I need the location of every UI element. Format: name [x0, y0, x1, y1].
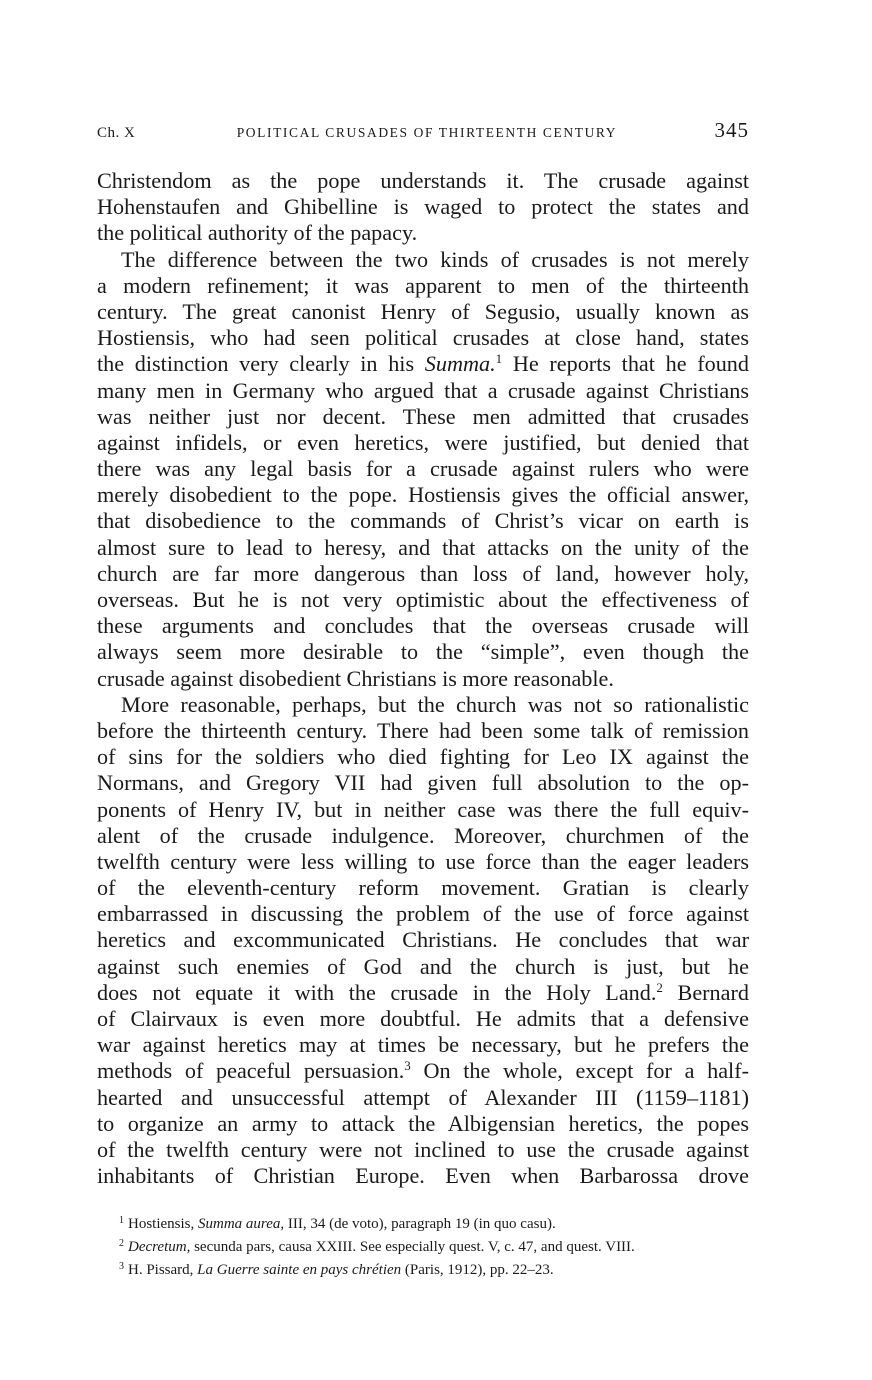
text-line: More reasonable, perhaps, but the church was not so rationalistic [121, 691, 749, 717]
text-fragment: does not equate it with the crusade in the Holy Land. [97, 979, 657, 1005]
running-title: POLITICAL CRUSADES OF THIRTEENTH CENTURY [236, 125, 618, 140]
text-line: of the twelfth century were not inclined to use the crusade against [97, 1136, 749, 1162]
text-line: of sins for the soldiers who died fighting for Leo IX against the [97, 744, 749, 770]
text-line: against such enemies of God and the church is just, but he [97, 953, 749, 979]
text-line: always seem more desirable to the “simple”, even though the [97, 639, 749, 665]
text-line [97, 1058, 749, 1084]
text-line: merely disobedient to the pope. Hostiensis gives the official answer, [97, 482, 749, 508]
footnote-title: La Guerre sainte en pays chrétien [197, 1262, 402, 1279]
text-line [97, 980, 749, 1006]
text-line: before the thirteenth century. There had been some talk of remission [97, 717, 749, 743]
text-line: there was any legal basis for a crusade against rulers who were [97, 456, 749, 482]
chapter-label: Ch. X [97, 125, 136, 141]
text-line: a modern refinement; it was apparent to men of the thirteenth [97, 272, 749, 298]
footnotes [97, 1211, 749, 1280]
text-line: of the eleventh-century reform movement. Gratian is clearly [97, 875, 749, 901]
footnote-ref-3: 3 [404, 1058, 411, 1074]
body-text [97, 168, 749, 1189]
text-fragment: methods of peaceful persuasion. [97, 1058, 405, 1084]
text-line: that disobedience to the commands of Christ’s vicar on earth is [97, 508, 749, 534]
text-line: twelfth century were less willing to use force than the eager leaders [97, 848, 749, 874]
footnote-number: 3 [119, 1261, 124, 1273]
text-fragment: On the whole, except for a half- [410, 1058, 749, 1084]
text-line: inhabitants of Christian Europe. Even when Barbarossa drove [97, 1163, 749, 1189]
footnote-text: III, 34 (de voto), paragraph 19 (in quo casu). [284, 1216, 556, 1233]
text-line: against infidels, or even heretics, were justified, but denied that [97, 429, 749, 455]
footnote-ref-1: 1 [495, 351, 503, 367]
footnote-ref-2: 2 [656, 979, 663, 995]
text-line: these arguments and concludes that the overseas crusade will [97, 613, 749, 639]
footnote-title: Decretum, [128, 1239, 191, 1256]
text-line [97, 351, 749, 377]
text-line: overseas. But he is not very optimistic about the effectiveness of [97, 587, 749, 612]
running-head [97, 118, 749, 148]
paragraph-3 [97, 692, 749, 1190]
footnote-2 [119, 1234, 749, 1257]
text-line: ponents of Henry IV, but in neither case was there the full equiv- [97, 796, 749, 822]
page-number: 345 [714, 118, 749, 142]
text-line: Hostiensis, who had seen political crusades at close hand, states [97, 325, 749, 351]
footnote-text: secunda pars, causa XXIII. See especially quest. V, c. 47, and quest. VIII. [190, 1239, 635, 1256]
footnote-title: Summa aurea, [198, 1216, 285, 1233]
text-line: Christendom as the pope understands it. The crusade against [97, 168, 749, 193]
text-line: church are far more dangerous than loss of land, however holy, [97, 560, 749, 586]
text-line: crusade against disobedient Christians is more reasonable. [97, 665, 614, 691]
text-line: embarrassed in discussing the problem of the use of force against [97, 901, 749, 927]
footnote-text: H. Pissard, [128, 1262, 198, 1279]
footnote-text: Hostiensis, [128, 1216, 199, 1233]
text-line: many men in Germany who argued that a crusade against Christians [97, 377, 749, 403]
paragraph-1 [97, 168, 749, 247]
text-line: hearted and unsuccessful attempt of Alexander III (1159–1181) [97, 1084, 749, 1110]
footnote-3 [119, 1257, 749, 1280]
text-line: war against heretics may at times be necessary, but he prefers the [97, 1032, 749, 1058]
text-line: heretics and excommunicated Christians. He concludes that war [97, 927, 749, 953]
text-line: alent of the crusade indulgence. Moreover, churchmen of the [97, 822, 749, 848]
text-line: almost sure to lead to heresy, and that attacks on the unity of the [97, 534, 749, 560]
footnote-1 [119, 1211, 749, 1234]
text-line: of Clairvaux is even more doubtful. He admits that a defensive [97, 1006, 749, 1031]
footnote-number: 1 [119, 1215, 124, 1227]
text-line: was neither just nor decent. These men admitted that crusades [97, 403, 749, 429]
footnote-text: (Paris, 1912), pp. 22–23. [401, 1262, 554, 1279]
text-line: to organize an army to attack the Albigensian heretics, the popes [97, 1110, 749, 1136]
text-fragment: the distinction very clearly in his [97, 351, 425, 377]
text-fragment: Bernard [662, 979, 749, 1005]
text-line: Hohenstaufen and Ghibelline is waged to protect the states and [97, 194, 749, 220]
text-line: century. The great canonist Henry of Segusio, usually known as [97, 298, 749, 324]
footnote-number: 2 [119, 1238, 124, 1250]
book-page [97, 118, 749, 1280]
text-fragment: He reports that he found [502, 351, 749, 377]
text-line: Normans, and Gregory VII had given full absolution to the op- [97, 770, 749, 796]
text-line: the political authority of the papacy. [97, 220, 418, 246]
text-line: The difference between the two kinds of crusades is not merely [121, 246, 749, 272]
paragraph-2 [97, 247, 749, 692]
summa-title: Summa. [424, 351, 496, 377]
